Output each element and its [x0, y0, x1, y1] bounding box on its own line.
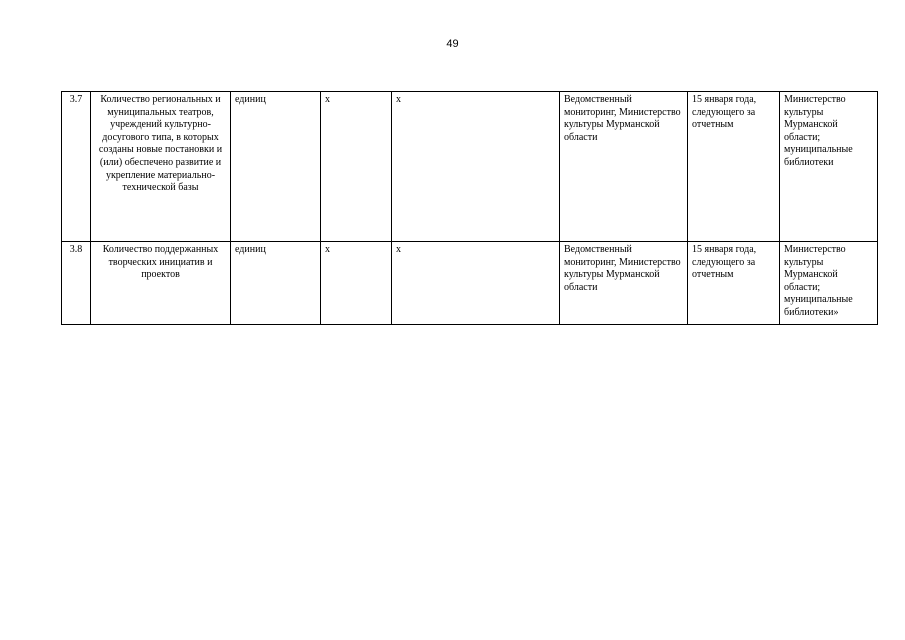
indicator-name-cell: Количество поддержанных творческих инициатив и проектов [91, 242, 231, 325]
source-cell: Ведомственный мониторинг, Министерство культуры Мурманской области [560, 242, 688, 325]
responsible-cell: Министерство культуры Мурманской области; муниципальные библиотеки» [780, 242, 878, 325]
deadline-cell: 15 января года, следующего за отчетным [688, 92, 780, 242]
table-row [62, 242, 878, 325]
deadline-cell: 15 января года, следующего за отчетным [688, 242, 780, 325]
value-cell: x [392, 92, 560, 242]
value-cell: x [321, 92, 392, 242]
indicator-name-cell: Количество региональных и муниципальных театров, учреждений культурно-досугового типа, в которых созданы новые постановки и (или) обеспечено развитие и укрепление материально-технической базы [91, 92, 231, 242]
unit-cell: единиц [231, 242, 321, 325]
unit-cell: единиц [231, 92, 321, 242]
value-cell: x [321, 242, 392, 325]
indicators-table [61, 91, 878, 325]
responsible-cell: Министерство культуры Мурманской области; муниципальные библиотеки [780, 92, 878, 242]
table-row [62, 92, 878, 242]
value-cell: x [392, 242, 560, 325]
page-number: 49 [446, 38, 459, 50]
row-number-cell: 3.8 [62, 242, 91, 325]
source-cell: Ведомственный мониторинг, Министерство культуры Мурманской области [560, 92, 688, 242]
row-number-cell: 3.7 [62, 92, 91, 242]
